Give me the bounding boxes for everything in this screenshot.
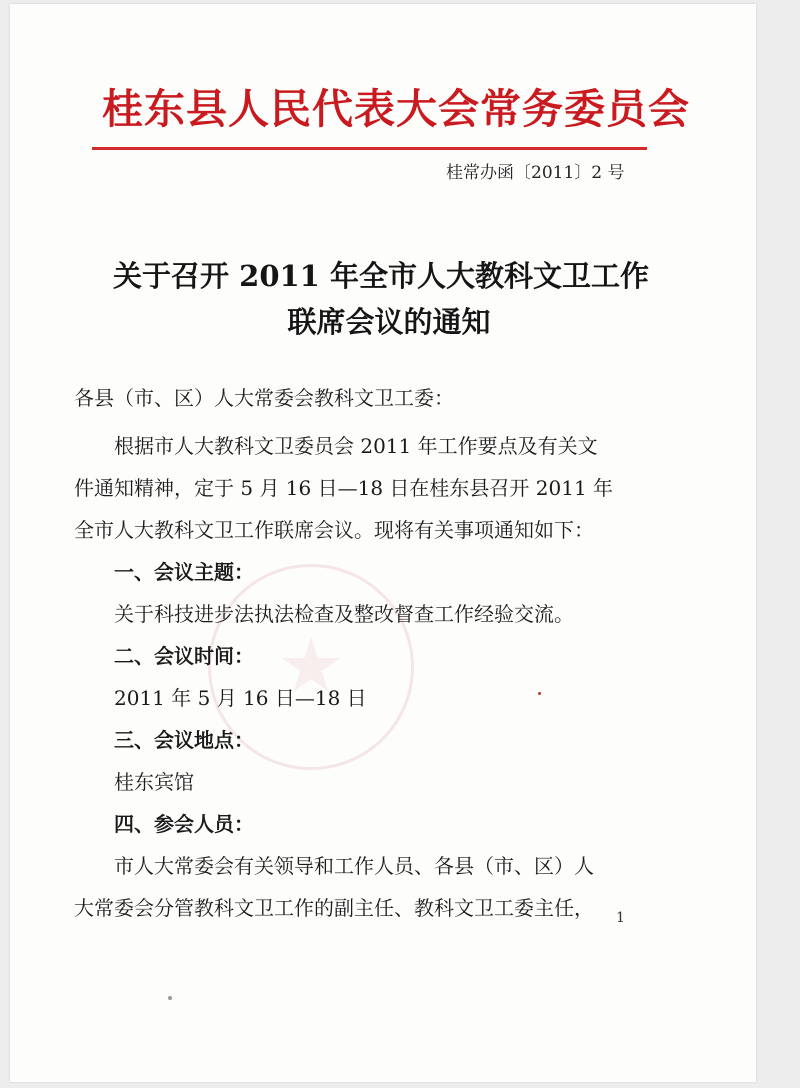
- intro-line: 件通知精神，定于 5 月 16 日—18 日在桂东县召开 2011 年: [74, 476, 614, 500]
- page-number: 1: [616, 910, 625, 926]
- section-heading-attendees: 四、参会人员：: [114, 812, 254, 836]
- ink-speck: [538, 692, 541, 695]
- issuer-header: 桂东县人民代表大会常务委员会: [102, 85, 690, 133]
- title-line-2: 联席会议的通知: [287, 305, 491, 339]
- section-content-time: 2011 年 5 月 16 日—18 日: [114, 686, 367, 710]
- section-heading-venue: 三、会议地点：: [114, 728, 254, 752]
- intro-line: 根据市人大教科文卫委员会 2011 年工作要点及有关文: [114, 434, 598, 458]
- title-line-1: 关于召开 2011 年全市人大教科文卫工作: [113, 259, 649, 293]
- document-page: [10, 4, 756, 1082]
- attendee-line: 大常委会分管教科文卫工作的副主任、教科文卫工委主任，: [74, 896, 594, 920]
- section-heading-time: 二、会议时间：: [114, 644, 254, 668]
- salutation: 各县（市、区）人大常委会教科文卫工委：: [74, 386, 454, 410]
- section-content-theme: 关于科技进步法执法检查及整改督查工作经验交流。: [114, 602, 574, 626]
- section-heading-theme: 一、会议主题：: [114, 560, 254, 584]
- section-content-venue: 桂东宾馆: [114, 770, 194, 794]
- red-divider-rule: [92, 147, 647, 150]
- intro-line: 全市人大教科文卫工作联席会议。现将有关事项通知如下：: [74, 518, 594, 542]
- attendee-line: 市人大常委会有关领导和工作人员、各县（市、区）人: [114, 854, 594, 878]
- ink-speck: [168, 996, 172, 1000]
- document-number: 桂常办函〔2011〕2 号: [446, 163, 625, 183]
